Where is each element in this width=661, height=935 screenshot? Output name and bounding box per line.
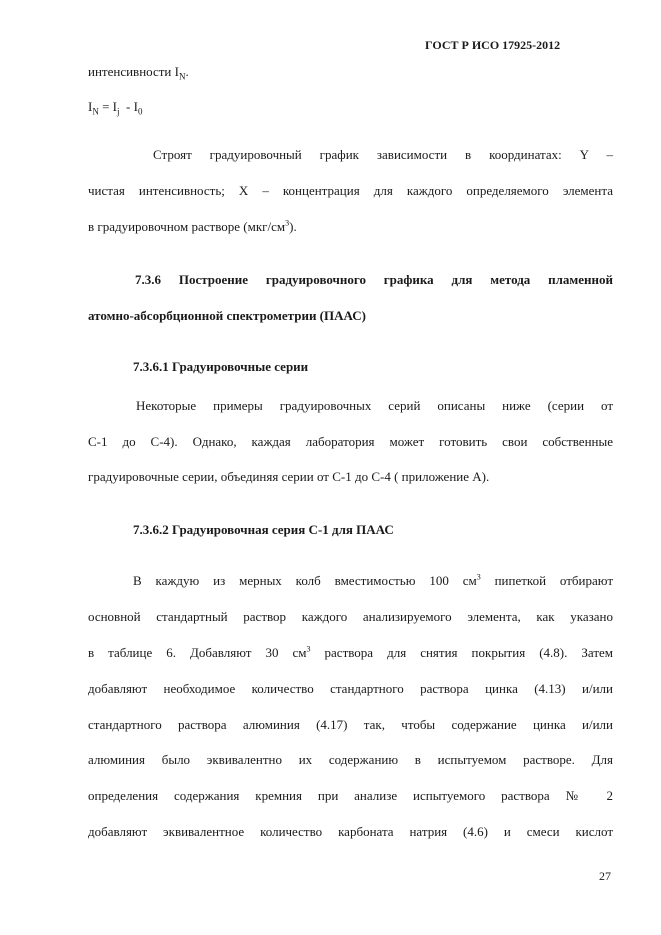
c1-line-3-end: раствора для снятия покрытия (4.8). Затем bbox=[310, 645, 613, 660]
standard-header: ГОСТ Р ИСО 17925-2012 bbox=[425, 38, 561, 52]
c1-paragraph-line-2: основной стандартный раствор каждого анализируемого элемента, как указано bbox=[88, 609, 613, 624]
section-7-3-6-heading-line-2: атомно-абсорбционной спектрометрии (ПААС) bbox=[88, 308, 366, 323]
graph-paragraph-line-3-text: в градуировочном растворе (мкг/см bbox=[88, 219, 286, 234]
graph-paragraph-line-1: Строят градуировочный график зависимости в координатах: Y – bbox=[153, 147, 613, 162]
formula-zero-sub: 0 bbox=[137, 106, 143, 117]
page-number: 27 bbox=[599, 869, 611, 883]
c1-paragraph-line-4: добавляют необходимое количество стандартного раствора цинка (4.13) и/или bbox=[88, 681, 613, 696]
section-7-3-6-1-heading: 7.3.6.1 Градуировочные серии bbox=[133, 359, 309, 374]
formula-eq: = I bbox=[98, 99, 118, 114]
c1-line-1-superscript: 3 bbox=[476, 572, 481, 582]
c1-line-3-text: в таблице 6. Добавляют 30 см bbox=[88, 645, 307, 660]
continuation-text: интенсивности I bbox=[88, 64, 179, 79]
formula-j-sub: j bbox=[117, 106, 120, 117]
c1-paragraph-line-1 bbox=[133, 573, 613, 589]
continuation-end: . bbox=[185, 64, 189, 79]
c1-paragraph-line-3 bbox=[88, 645, 613, 661]
formula-minus: - I bbox=[119, 99, 138, 114]
formula-lhs-sub: N bbox=[92, 106, 99, 117]
formula-lhs: I bbox=[88, 99, 93, 114]
section-7-3-6-heading-line-1: 7.3.6 Построение градуировочного графика для метода пламенной bbox=[135, 272, 613, 287]
series-paragraph-line-3: градуировочные серии, объединяя серии от С-1 до С-4 ( приложение А). bbox=[88, 469, 490, 484]
series-paragraph-line-1: Некоторые примеры градуировочных серий описаны ниже (серии от bbox=[136, 398, 613, 413]
continuation-subscript: N bbox=[178, 71, 186, 82]
c1-paragraph-line-7: определения содержания кремния при анализе испытуемого раствора № 2 bbox=[88, 788, 613, 803]
c1-paragraph-line-8: добавляют эквивалентное количество карбоната натрия (4.6) и смеси кислот bbox=[88, 824, 613, 839]
c1-paragraph-line-5: стандартного раствора алюминия (4.17) так, чтобы содержание цинка и/или bbox=[88, 717, 613, 732]
graph-paragraph-line-3-end: ). bbox=[289, 219, 297, 234]
graph-paragraph-line-3 bbox=[88, 219, 613, 235]
intensity-formula bbox=[88, 99, 613, 115]
c1-line-1-text: В каждую из мерных колб вместимостью 100 см bbox=[133, 573, 477, 588]
c1-line-3-superscript: 3 bbox=[306, 644, 311, 654]
c1-paragraph-line-6: алюминия было эквивалентно их содержанию в испытуемом растворе. Для bbox=[88, 752, 613, 767]
continuation-line bbox=[88, 64, 613, 80]
c1-line-1-end: пипеткой отбирают bbox=[480, 573, 613, 588]
graph-paragraph-line-2: чистая интенсивность; X – концентрация для каждого определяемого элемента bbox=[88, 183, 613, 198]
series-paragraph-line-2: С-1 до С-4). Однако, каждая лаборатория может готовить свои собственные bbox=[88, 434, 613, 449]
section-7-3-6-2-heading: 7.3.6.2 Градуировочная серия С-1 для ПААС bbox=[133, 522, 394, 537]
graph-paragraph-superscript: 3 bbox=[285, 218, 290, 228]
